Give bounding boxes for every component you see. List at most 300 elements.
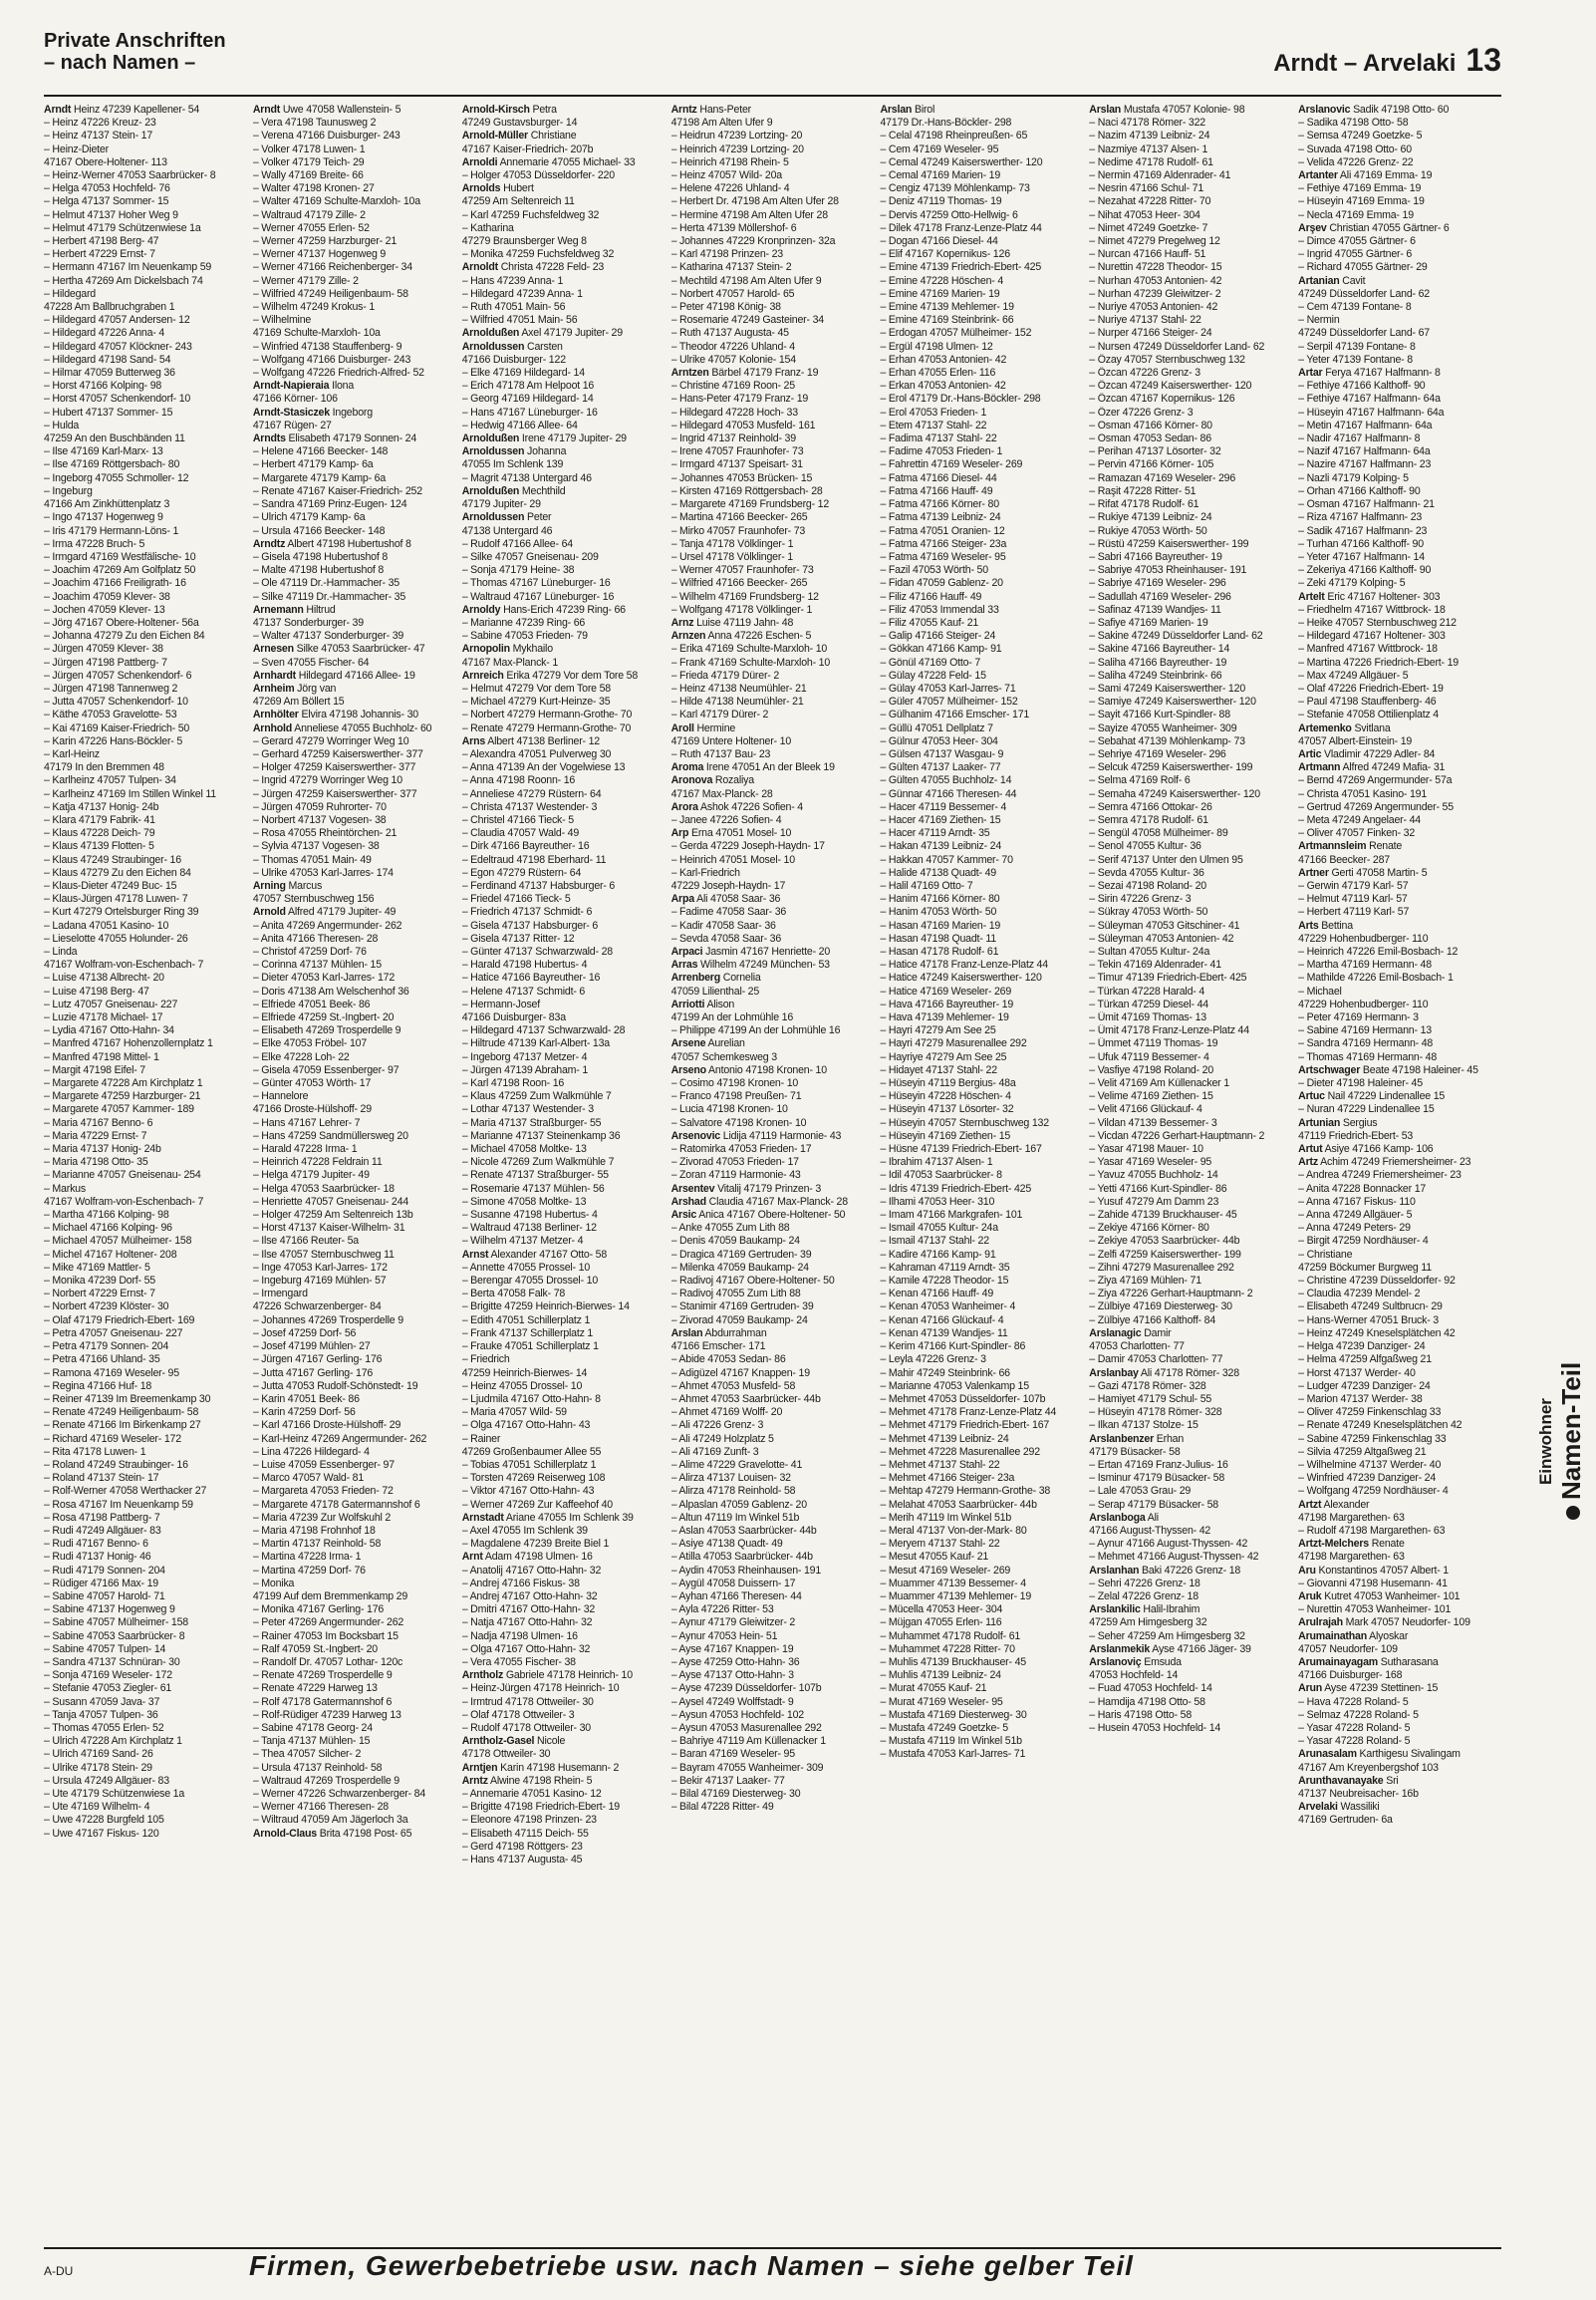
listing-entry: Arnoldy Hans-Erich 47239 Ring- 66 [461,603,626,616]
listing-entry: – Heinz-Werner 47053 Saarbrücker- 8 [44,169,216,182]
listing-entry: – Hüseyin 47169 Emma- 19 [1298,195,1425,208]
listing-entry: – Hüseyin 47167 Halfmann- 64a [1298,406,1445,419]
listing-entry: – Ertan 47169 Franz-Julius- 16 [1089,1458,1228,1471]
listing-entry: – Eleonore 47198 Prinzen- 23 [461,1814,597,1827]
listing-entry: – Hildegard 47167 Holtener- 303 [1298,630,1446,643]
listing-entry: 47166 Duisburger- 122 [461,353,566,366]
listing-entry: – Hüsne 47139 Friedrich-Ebert- 167 [880,1143,1042,1156]
listing-entry: – Filiz 47055 Kauf- 21 [880,616,979,629]
listing-entry: Arnolds Hubert [461,182,534,195]
listing-entry: Arslanboga Ali [1089,1511,1159,1524]
listing-entry: 47179 In den Bremmen 48 [44,761,164,774]
listing-entry: – Necla 47169 Emma- 19 [1298,208,1414,221]
listing-entry: Arnzen Anna 47226 Eschen- 5 [670,630,812,643]
listing-entry: Arslanhan Baki 47226 Grenz- 18 [1089,1564,1241,1577]
listing-entry: – Nuriye 47137 Stahl- 22 [1089,314,1201,327]
listing-entry: – Thomas 47167 Lüneburger- 16 [461,577,611,590]
listing-entry: – Aynur 47179 Gleiwitzer- 2 [670,1616,796,1629]
listing-entry: – Martina 47226 Friedrich-Ebert- 19 [1298,656,1459,669]
listing-entry: – Michael 47166 Kolping- 96 [44,1222,172,1235]
listing-entry: – Fethiye 47169 Emma- 19 [1298,182,1422,195]
listing-entry: – Peter 47169 Hermann- 3 [1298,1011,1419,1024]
listing-entry: – Ludger 47239 Danziger- 24 [1298,1379,1431,1392]
listing-entry: – Mehmet 47137 Stahl- 22 [880,1458,1000,1471]
listing-entry: Arslanoviç Emsuda [1089,1655,1182,1668]
listing-entry: – Peter 47269 Angermunder- 262 [252,1616,404,1629]
listing-entry: 47167 Wolfram-von-Eschenbach- 7 [44,959,204,972]
listing-entry: – Richard 47055 Gärtner- 29 [1298,261,1428,274]
listing-entry: 47167 Max-Planck- 1 [461,656,559,669]
listing-entry: – Klaus 47139 Flotten- 5 [44,840,154,853]
listing-entry: – Volker 47178 Luwen- 1 [252,143,366,155]
listing-entry: – Zoran 47119 Harmonie- 43 [670,1169,801,1182]
listing-entry: – Irmengard [252,1288,308,1300]
header-rule [44,95,1501,97]
listing-entry: 47179 Büsacker- 58 [1089,1445,1181,1458]
listing-entry: – Karin 47226 Hans-Böckler- 5 [44,734,183,747]
listing-entry: – Emine 47169 Steinbrink- 66 [880,314,1014,327]
listing-entry: – Kirsten 47169 Röttgersbach- 28 [670,484,823,497]
listing-entry: 47166 Emscher- 171 [670,1340,766,1353]
listing-entry: – Sükray 47053 Wörth- 50 [1089,906,1208,919]
listing-entry: – Karin 47051 Beek- 86 [252,1392,360,1405]
listing-entry: – Ulrich 47228 Am Kirchplatz 1 [44,1735,182,1748]
listing-entry: – Mahir 47249 Steinbrink- 66 [880,1366,1010,1379]
listing-entry: Arnoldußen Mechthild [461,484,566,497]
listing-entry: – Olga 47167 Otto-Hahn- 32 [461,1642,591,1655]
listing-entry: – Werner 47166 Theresen- 28 [252,1801,389,1814]
listing-entry: – Filiz 47053 Immendal 33 [880,603,999,616]
listing-entry: Arrenberg Cornelia [670,972,761,985]
listing-entry: 47179 Dr.-Hans-Böckler- 298 [880,117,1012,130]
listing-entry: – Denis 47059 Baukamp- 24 [670,1235,800,1248]
listing-entry: – Christine 47169 Roon- 25 [670,380,795,393]
listing-entry: – Joachim 47269 Am Golfplatz 50 [44,564,196,577]
listing-entry: – Lina 47226 Hildegard- 4 [252,1445,370,1458]
listing-entry: – Karl 47179 Dürer- 2 [670,709,769,721]
listing-entry: – Ruth 47137 Augusta- 45 [670,327,789,340]
listing-entry: – Kai 47169 Kaiser-Friedrich- 50 [44,721,190,734]
listing-entry: – Rukiye 47139 Leibniz- 24 [1089,511,1212,524]
listing-entry: 47269 Am Böllert 15 [252,696,345,709]
listing-entry: – Sabine 47259 Finkenschlag 33 [1298,1432,1447,1445]
listing-entry: – Joachim 47166 Freiligrath- 16 [44,577,186,590]
listing-entry: – Linda [44,946,78,958]
column-4 [671,104,875,2246]
listing-entry: – Karl 47198 Roon- 16 [461,1077,565,1090]
listing-entry: – Nazire 47167 Halfmann- 23 [1298,458,1432,471]
listing-entry: – Erich 47178 Am Helpoot 16 [461,380,595,393]
listing-entry: 47259 Heinrich-Bierwes- 14 [461,1366,588,1379]
listing-entry: – Rita 47178 Luwen- 1 [44,1445,146,1458]
listing-entry: – Deniz 47119 Thomas- 19 [880,195,1002,208]
listing-entry: – Etem 47137 Stahl- 22 [880,419,987,431]
listing-entry: – Ziya 47226 Gerhart-Hauptmann- 2 [1089,1288,1253,1300]
listing-entry: – Hermine 47198 Am Alten Ufer 28 [670,208,828,221]
listing-entry: – Safiye 47169 Marien- 19 [1089,616,1208,629]
listing-entry: – Hannelore [252,1090,309,1103]
listing-entry: – Emine 47139 Friedrich-Ebert- 425 [880,261,1042,274]
listing-entry: – Helmut 47137 Hoher Weg 9 [44,208,178,221]
listing-entry: – Iris 47179 Hermann-Löns- 1 [44,524,179,537]
listing-entry: – Ramazan 47169 Weseler- 296 [1089,471,1236,484]
listing-entry: – Hildegard 47057 Klöckner- 243 [44,340,192,353]
listing-entry: – Oliver 47259 Finkenschlag 33 [1298,1406,1442,1419]
listing-entry: – Hans 47167 Lüneburger- 16 [461,406,598,419]
listing-entry: – Friedrich 47137 Schmidt- 6 [461,906,593,919]
listing-entry: – Celal 47198 Rheinpreußen- 65 [880,130,1028,143]
listing-entry: – Halil 47169 Otto- 7 [880,879,973,892]
listing-entry: – Ulrike 47053 Karl-Jarres- 174 [252,866,394,879]
listing-entry: 47269 Großenbaumer Allee 55 [461,1445,602,1458]
listing-entry: 47167 Kaiser-Friedrich- 207b [461,143,594,155]
listing-entry: – Silke 47057 Gneisenau- 209 [461,550,599,563]
listing-entry: – Heinrich 47051 Mosel- 10 [670,853,795,866]
listing-entry: – Nazmiye 47137 Alsen- 1 [1089,143,1208,155]
listing-entry: Arnoldussen Peter [461,511,552,524]
listing-entry: – Heinrich 47228 Feldrain 11 [252,1156,383,1169]
listing-entry: – Hamiyet 47179 Schul- 55 [1089,1392,1212,1405]
listing-entry: Arnheim Jörg van [252,682,337,695]
listing-entry: – Helga 47239 Danziger- 24 [1298,1340,1426,1353]
listing-entry: – Monika 47167 Gerling- 176 [252,1603,385,1616]
listing-entry: – Christel 47166 Tieck- 5 [461,813,574,826]
listing-entry: – Manfred 47167 Hohenzollernplatz 1 [44,1037,213,1050]
listing-entry: – Katharina [461,221,514,234]
listing-entry: – Nuran 47229 Lindenallee 15 [1298,1103,1435,1116]
listing-entry: – Rolf-Werner 47058 Werthacker 27 [44,1485,207,1498]
listing-entry: – Klaus 47228 Deich- 79 [44,827,155,840]
listing-entry: Artunian Sergius [1298,1116,1378,1129]
listing-entry: – Bayram 47055 Wanheimer- 309 [670,1761,824,1774]
listing-entry: – Lothar 47137 Westender- 3 [461,1103,594,1116]
listing-entry: – Horst 47137 Kaiser-Wilhelm- 31 [252,1222,405,1235]
listing-entry: – Selmaz 47228 Roland- 5 [1298,1708,1419,1721]
listing-entry: – Ferdinand 47137 Habsburger- 6 [461,879,616,892]
listing-entry: – Nermin [1298,314,1340,327]
listing-entry: – Sabine 47057 Tulpen- 14 [44,1642,166,1655]
listing-entry: – Sengül 47058 Mülheimer- 89 [1089,827,1228,840]
listing-entry: – Andrej 47166 Fiskus- 38 [461,1577,580,1589]
listing-entry: – Monika 47259 Fuchsfeldweg 32 [461,248,615,261]
listing-entry: Aroma Irene 47051 An der Bleek 19 [670,761,835,774]
listing-entry: – Klaus-Dieter 47249 Buc- 15 [44,879,177,892]
listing-entry: – Ilse 47166 Reuter- 5a [252,1235,359,1248]
listing-entry: – Jürgen 47057 Schenkendorf- 6 [44,669,192,682]
listing-entry: – Bahriye 47119 Am Küllenacker 1 [670,1735,826,1748]
listing-entry: Arnesen Silke 47053 Saarbrücker- 47 [252,643,425,656]
listing-entry: – Ulrich 47169 Sand- 26 [44,1748,153,1761]
listing-entry: – Werner 47179 Zille- 2 [252,274,359,287]
listing-entry: – Hanim 47053 Wörth- 50 [880,906,997,919]
listing-entry: – Marco 47057 Wald- 81 [252,1472,365,1485]
listing-entry: – Karl-Heinz 47269 Angermunder- 262 [252,1432,427,1445]
listing-entry: – Güllü 47051 Dellplatz 7 [880,721,993,734]
listing-entry: – Zahide 47139 Bruckhauser- 45 [1089,1209,1237,1222]
listing-entry: – Klara 47179 Fabrik- 41 [44,813,155,826]
listing-entry: – Andrea 47249 Friemersheimer- 23 [1298,1169,1462,1182]
listing-entry: – Hertha 47269 Am Dickelsbach 74 [44,274,203,287]
listing-entry: – Luzie 47178 Michael- 17 [44,1011,163,1024]
listing-entry: – Johannes 47229 Kronprinzen- 32a [670,235,836,248]
listing-entry: – Ute 47169 Wilhelm- 4 [44,1801,150,1814]
listing-entry: – Sadullah 47169 Weseler- 296 [1089,590,1231,603]
listing-entry: – Safinaz 47139 Wandjes- 11 [1089,603,1221,616]
listing-entry: – Alexandra 47051 Pulverweg 30 [461,747,612,760]
listing-entry: – Ramona 47169 Weseler- 95 [44,1366,179,1379]
listing-entry: 47053 Charlotten- 77 [1089,1340,1185,1353]
listing-entry: – Elke 47053 Fröbel- 107 [252,1037,368,1050]
listing-entry: – Timur 47139 Friedrich-Ebert- 425 [1089,972,1247,985]
listing-entry: – Karl-Friedrich [670,866,740,879]
listing-entry: – Sultan 47055 Kultur- 24a [1089,946,1210,958]
listing-entry: – Ali 47226 Grenz- 3 [670,1419,764,1432]
listing-entry: – Sabriye 47169 Weseler- 296 [1089,577,1226,590]
listing-entry: – Gerd 47198 Röttgers- 23 [461,1840,583,1853]
listing-entry: – Osman 47053 Sedan- 86 [1089,432,1211,445]
listing-entry: – Tekin 47169 Aldenrader- 41 [1089,959,1221,972]
listing-entry: – Sehri 47226 Grenz- 18 [1089,1577,1200,1589]
listing-entry: – Roland 47137 Stein- 17 [44,1472,159,1485]
side-tab-title-text: Namen-Teil [1556,1361,1586,1500]
listing-entry: Artmann Alfred 47249 Mafia- 31 [1298,761,1446,774]
listing-entry: – Gisela 47137 Habsburger- 6 [461,919,599,932]
listing-entry: – Leyla 47226 Grenz- 3 [880,1353,986,1366]
listing-entry: – Hava 47139 Mehlemer- 19 [880,1011,1009,1024]
listing-entry: – Mehmet 47166 Steiger- 23a [880,1472,1015,1485]
listing-entry: – Kamile 47228 Theodor- 15 [880,1275,1009,1288]
running-head [1273,42,1501,79]
listing-entry: – Nazim 47139 Leibniz- 24 [1089,130,1210,143]
listing-entry: – Müjgan 47055 Erlen- 116 [880,1616,1002,1629]
column-6 [1089,104,1292,2246]
listing-entry: – Nuriye 47053 Antonien- 42 [1089,301,1218,314]
listing-entry: – Yasar 47228 Roland- 5 [1298,1735,1411,1748]
listing-entry: – Herbert 47229 Ernst- 7 [44,248,155,261]
listing-entry: – Süleyman 47053 Antonien- 42 [1089,932,1234,945]
listing-entry: – Ayse 47137 Otto-Hahn- 3 [670,1669,794,1682]
listing-entry: 47169 Gertruden- 6a [1298,1814,1393,1827]
listing-entry: – Renate 47249 Heiligenbaum- 58 [44,1406,199,1419]
listing-entry: – Klaus 47259 Zum Walkmühle 7 [461,1090,612,1103]
listing-entry: – Rosa 47055 Rheintörchen- 21 [252,827,398,840]
listing-entry: – Lieselotte 47055 Holunder- 26 [44,932,188,945]
listing-entry: – Heinrich 47226 Emil-Bosbach- 12 [1298,946,1459,958]
listing-entry: – Friedel 47166 Tieck- 5 [461,893,571,906]
listing-entry: 47167 Max-Planck- 28 [670,787,773,800]
listing-entry: – Jürgen 47167 Gerling- 176 [252,1353,383,1366]
listing-entry: – Mustafa 47249 Goetzke- 5 [880,1721,1008,1734]
listing-entry: – Susanne 47198 Hubertus- 4 [461,1209,598,1222]
listing-entry: – Sadik 47167 Halfmann- 23 [1298,524,1428,537]
listing-entry: Artemenko Svitlana [1298,721,1391,734]
listing-entry: – Yavuz 47055 Buchholz- 14 [1089,1169,1218,1182]
listing-entry: – Kenan 47139 Wandjes- 11 [880,1326,1008,1339]
listing-entry: – Jochen 47059 Klever- 13 [44,603,165,616]
listing-entry: 47229 Hohenbudberger- 110 [1298,998,1429,1010]
listing-entry: – Ilkan 47137 Stolze- 15 [1089,1419,1198,1432]
listing-entry: – Martin 47137 Reinhold- 58 [252,1538,382,1551]
listing-entry: – Katharina 47137 Stein- 2 [670,261,792,274]
listing-entry: – Fethiye 47167 Halfmann- 64a [1298,393,1441,406]
listing-entry: – Sakine 47249 Düsseldorfer Land- 62 [1089,630,1263,643]
listing-entry: – Klaus-Jürgen 47178 Luwen- 7 [44,893,188,906]
listing-entry: Arnold-Claus Brita 47198 Post- 65 [252,1827,412,1840]
listing-entry: – Christa 47051 Kasino- 191 [1298,787,1428,800]
listing-entry: – Murat 47055 Kauf- 21 [880,1682,987,1695]
listing-entry: – Michel 47167 Holtener- 208 [44,1248,177,1261]
listing-entry: – Cem 47139 Fontane- 8 [1298,301,1412,314]
listing-entry: – Hilde 47138 Neumühler- 21 [670,696,804,709]
listing-entry: – Ümmet 47119 Thomas- 19 [1089,1037,1218,1050]
listing-entry: Arslan Birol [880,104,935,116]
listing-entry: – Erika 47169 Schulte-Marxloh- 10 [670,643,828,656]
listing-entry: – Wolfgang 47166 Duisburger- 243 [252,353,411,366]
listing-entry: 47169 Schulte-Marxloh- 10a [252,327,381,340]
listing-entry: – Sonja 47169 Weseler- 172 [44,1669,172,1682]
listing-entry: – Ruth 47137 Bau- 23 [670,747,771,760]
listing-entry: – Cem 47169 Weseler- 95 [880,143,999,155]
listing-entry: – Serpil 47139 Fontane- 8 [1298,340,1416,353]
listing-entry: – Cengiz 47139 Möhlenkamp- 73 [880,182,1030,195]
listing-entry: – Yetti 47166 Kurt-Spindler- 86 [1089,1182,1227,1195]
listing-entry: – Vera 47055 Fischer- 38 [461,1655,576,1668]
listing-entry: – Günter 47053 Wörth- 17 [252,1077,372,1090]
listing-entry: 47199 Auf dem Bremmenkamp 29 [252,1589,408,1602]
listing-entry: – Oliver 47057 Finken- 32 [1298,827,1416,840]
listing-entry: – Harald 47228 Irma- 1 [252,1143,358,1156]
listing-entry: – Samiye 47249 Kaiserswerther- 120 [1089,696,1256,709]
listing-entry: – Hasan 47178 Rudolf- 61 [880,946,999,958]
listing-entry: 47137 Sonderburger- 39 [252,616,364,629]
listing-entry: – Haris 47198 Otto- 58 [1089,1708,1193,1721]
listing-entry: – Semaha 47249 Kaiserswerther- 120 [1089,787,1260,800]
listing-entry: 47249 Düsseldorfer Land- 62 [1298,287,1430,300]
listing-entry: – Zülbiye 47169 Diesterweg- 30 [1089,1300,1232,1313]
listing-entry: – Hans 47137 Augusta- 45 [461,1854,583,1867]
listing-entry: – Metin 47167 Halfmann- 64a [1298,419,1433,431]
listing-entry: – Ursula 47249 Allgäuer- 83 [44,1774,169,1787]
listing-entry: Arslanbenzer Erhan [1089,1432,1185,1445]
listing-entry: – Wally 47169 Breite- 66 [252,169,364,182]
listing-entry: – Sirin 47226 Grenz- 3 [1089,893,1192,906]
listing-entry: Arnoldt Christa 47228 Feld- 23 [461,261,605,274]
listing-entry: – Erol 47053 Frieden- 1 [880,406,987,419]
listing-entry: – Magdalene 47239 Breite Biel 1 [461,1538,610,1551]
listing-entry: – Frank 47169 Schulte-Marxloh- 10 [670,656,831,669]
listing-entry: – Bekir 47137 Laaker- 77 [670,1774,785,1787]
listing-entry: Arndt-Stasiczek Ingeborg [252,406,373,419]
listing-entry: – Edeltraud 47198 Eberhard- 11 [461,853,607,866]
listing-entry: Arsenovic Lidija 47119 Harmonie- 43 [670,1129,842,1142]
listing-entry: – Edith 47051 Schillerplatz 1 [461,1313,591,1326]
listing-entry: – Yeter 47167 Halfmann- 14 [1298,550,1425,563]
listing-entry: – Luise 47059 Essenberger- 97 [252,1458,395,1471]
listing-entry: – Ayla 47226 Ritter- 53 [670,1603,774,1616]
listing-entry: – Saliha 47249 Steinbrink- 66 [1089,669,1222,682]
listing-entry: – Mehmet 47166 August-Thyssen- 42 [1089,1551,1259,1564]
listing-entry: – Holger 47259 Kaiserswerther- 377 [252,761,416,774]
listing-entry: 47228 Am Ballbruchgraben 1 [44,301,175,314]
listing-entry: – Emine 47228 Höschen- 4 [880,274,1004,287]
listing-entry: Arnold-Kirsch Petra [461,104,557,116]
listing-entry: – Rukiye 47053 Wörth- 50 [1089,524,1207,537]
listing-entry: – Anke 47055 Zum Lith 88 [670,1222,790,1235]
listing-entry: – Pervin 47166 Körner- 105 [1089,458,1214,471]
listing-entry: – Karl 47198 Prinzen- 23 [670,248,783,261]
listing-entry: – Sami 47249 Kaiserswerther- 120 [1089,682,1246,695]
listing-entry: – Meral 47137 Von-der-Mark- 80 [880,1524,1027,1537]
listing-entry: Arnold-Müller Christiane [461,130,577,143]
listing-entry: – Gisela 47198 Hubertushof 8 [252,550,389,563]
listing-entry: – Irma 47228 Bruch- 5 [44,537,145,550]
listing-entry: – Meryem 47137 Stahl- 22 [880,1538,1000,1551]
listing-entry: – Aysun 47053 Masurenallee 292 [670,1721,822,1734]
listing-entry: – Helene 47166 Beecker- 148 [252,445,389,458]
listing-entry: Artmannsleim Renate [1298,840,1403,853]
listing-entry: – Hildegard 47198 Sand- 54 [44,353,171,366]
listing-entry: – Sandra 47169 Prinz-Eugen- 124 [252,498,407,511]
listing-entry: – Elfriede 47051 Beek- 86 [252,998,371,1010]
listing-entry: – Norbert 47279 Hermann-Grothe- 70 [461,709,633,721]
listing-entry: – Jürgen 47139 Abraham- 1 [461,1063,589,1076]
listing-entry: – Ilhami 47053 Heer- 310 [880,1195,995,1208]
listing-entry: – Michael 47057 Mülheimer- 158 [44,1235,192,1248]
listing-entry: – Fidan 47059 Gablenz- 20 [880,577,1003,590]
listing-entry: – Anneliese 47279 Rüstern- 64 [461,787,602,800]
listing-entry: – Inge 47053 Karl-Jarres- 172 [252,1261,388,1274]
listing-entry: – Margarete 47179 Kamp- 6a [252,471,387,484]
listing-entry: – Ursula 47137 Reinhold- 58 [252,1761,383,1774]
listing-entry: – Michael 47279 Kurt-Heinze- 35 [461,696,611,709]
listing-entry: – Klaus 47249 Straubinger- 16 [44,853,181,866]
listing-entry: – Velida 47226 Grenz- 22 [1298,155,1414,168]
listing-entry: – Rifat 47178 Rudolf- 61 [1089,498,1199,511]
listing-entry: – Elke 47228 Loh- 22 [252,1050,350,1063]
listing-entry: – Fatma 47166 Steiger- 23a [880,537,1007,550]
listing-entry: – Yusuf 47279 Am Damm 23 [1089,1195,1219,1208]
listing-entry: Artar Ferya 47167 Halfmann- 8 [1298,367,1441,380]
listing-entry: – Heinz 47226 Kreuz- 23 [44,117,156,130]
listing-entry: – Sabine 47178 Georg- 24 [252,1721,373,1734]
listing-entry: – Hacer 47119 Arndt- 35 [880,827,990,840]
listing-entry: 47226 Schwarzenberger- 84 [252,1300,382,1313]
listing-entry: – Helmut 47179 Schützenwiese 1a [44,221,201,234]
listing-entry: – Heinrich 47239 Lortzing- 20 [670,143,804,155]
listing-entry: – Gülay 47053 Karl-Jarres- 71 [880,682,1016,695]
listing-entry: – Alirza 47178 Reinhold- 58 [670,1485,796,1498]
listing-entry: – Ingrid 47137 Reinhold- 39 [670,432,796,445]
listing-entry: Arulrajah Mark 47057 Neudorfer- 109 [1298,1616,1470,1629]
listing-entry: – Ayhan 47166 Theresen- 44 [670,1589,802,1602]
listing-entry: Arnoldi Annemarie 47055 Michael- 33 [461,155,636,168]
listing-entry: – Irmgard 47169 Westfälische- 10 [44,550,196,563]
listing-entry: – Ingeburg [44,484,93,497]
listing-entry: – Josef 47259 Dorf- 56 [252,1326,357,1339]
listing-entry: – Jutta 47053 Rudolf-Schönstedt- 19 [252,1379,418,1392]
listing-entry: 47229 Joseph-Haydn- 17 [670,879,786,892]
listing-entry: Arntzen Bärbel 47179 Franz- 19 [670,367,819,380]
listing-entry: Artschwager Beate 47198 Haleiner- 45 [1298,1063,1478,1076]
listing-entry: – Sezai 47198 Roland- 20 [1089,879,1207,892]
listing-entry: – Rudolf 47166 Allee- 64 [461,537,573,550]
listing-entry: – Mesut 47169 Weseler- 269 [880,1564,1011,1577]
listing-entry: – Helmut 47279 Vor dem Tore 58 [461,682,611,695]
listing-entry: – Fatma 47166 Körner- 80 [880,498,999,511]
listing-entry: – Muhammet 47178 Rudolf- 61 [880,1629,1021,1642]
listing-entry: – Naci 47178 Römer- 322 [1089,117,1206,130]
listing-entry: Arvelaki Wassiliki [1298,1801,1380,1814]
